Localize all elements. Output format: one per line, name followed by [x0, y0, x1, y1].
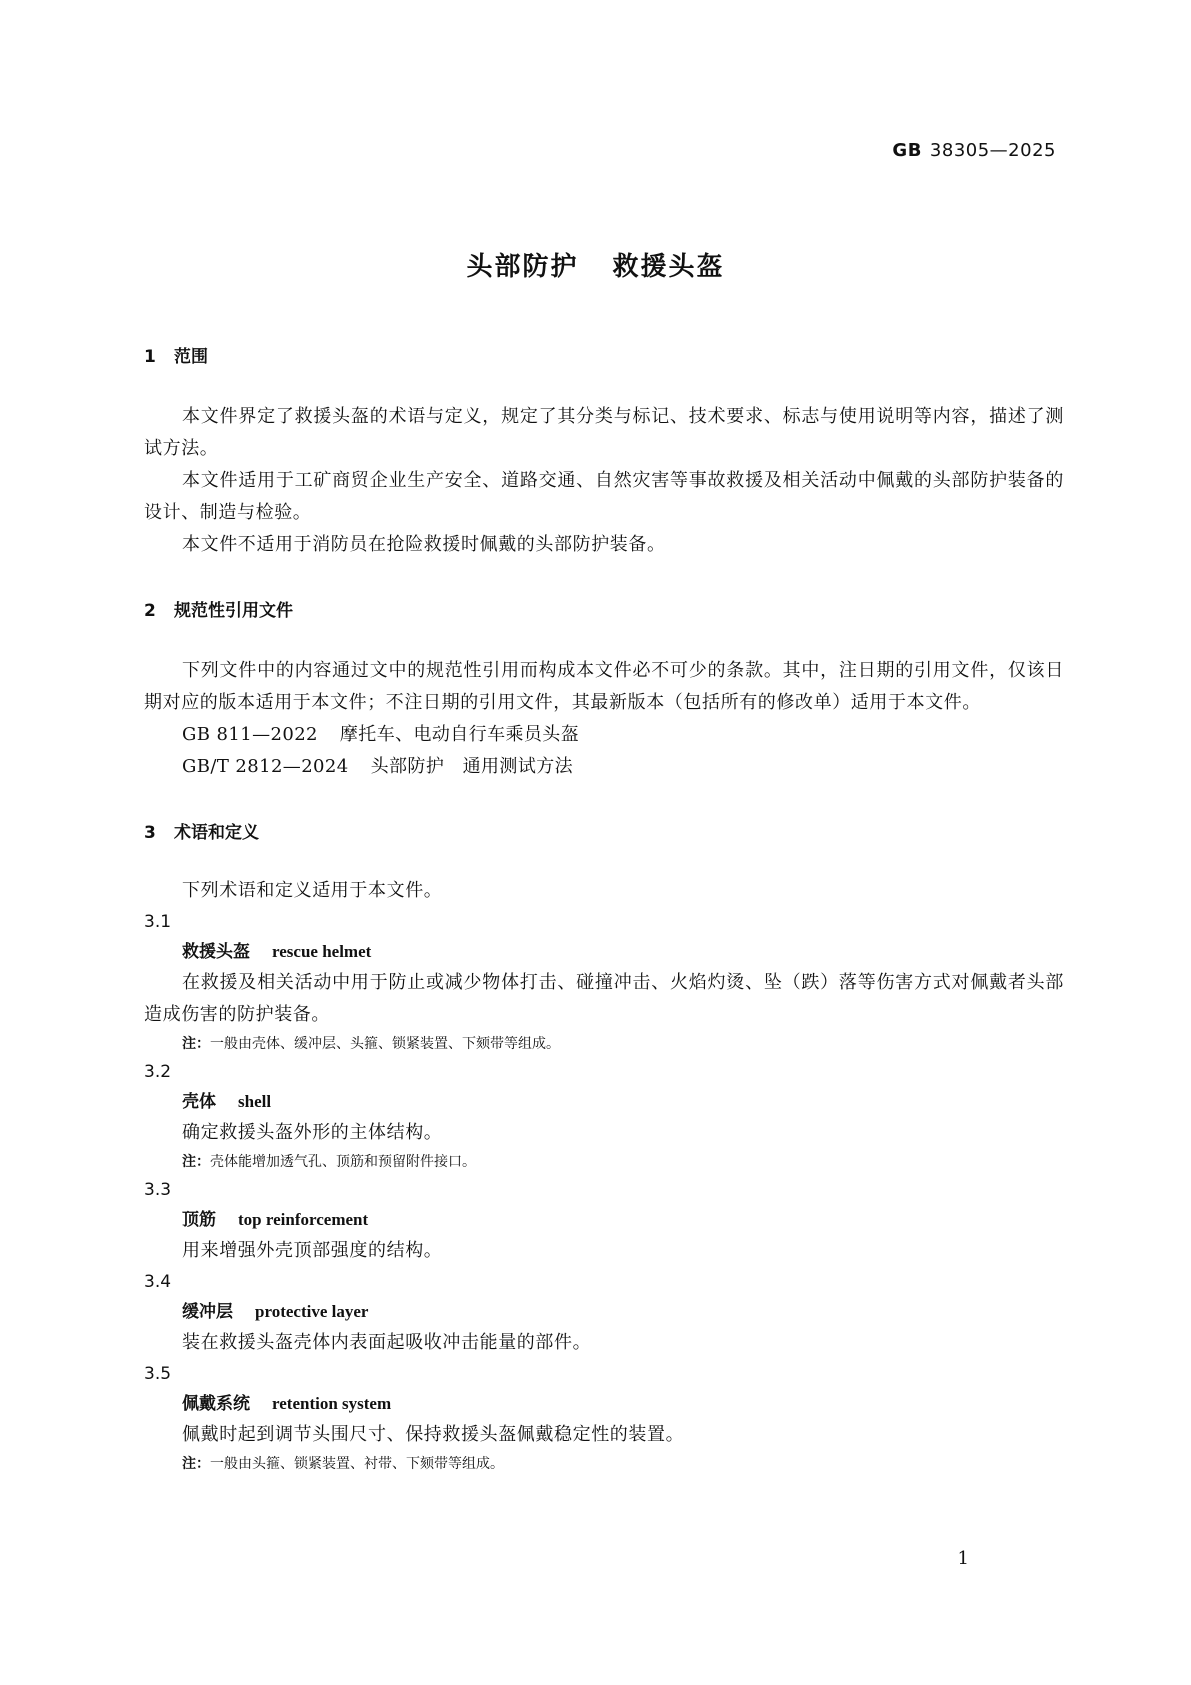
term-definition: 在救援及相关活动中用于防止或减少物体打击、碰撞冲击、火焰灼烫、坠（跌）落等伤害方式对佩戴者头部造成伤害的防护装备。	[144, 972, 1064, 1025]
terms-intro: 下列术语和定义适用于本文件。	[182, 880, 443, 901]
term-number: 3.5	[144, 1364, 172, 1384]
section-heading-normative-references	[144, 599, 1064, 623]
term-name	[144, 1205, 1064, 1235]
section-title: 规范性引用文件	[174, 601, 293, 621]
reference-title: 头部防护 通用测试方法	[370, 756, 574, 777]
term-number: 3.2	[144, 1062, 172, 1082]
term-number: 3.1	[144, 912, 172, 932]
term-definition: 佩戴时起到调节头围尺寸、保持救援头盔佩戴稳定性的装置。	[182, 1424, 685, 1445]
section-heading-scope	[144, 345, 1064, 369]
section-heading-terms-and-definitions	[144, 821, 1064, 845]
term-note	[144, 1031, 1064, 1057]
term-number: 3.4	[144, 1272, 172, 1292]
term-en: retention system	[272, 1394, 392, 1413]
term-name	[144, 1087, 1064, 1117]
term-name	[144, 1297, 1064, 1327]
term-definition: 确定救援头盔外形的主体结构。	[182, 1122, 443, 1143]
section-title: 范围	[174, 347, 208, 367]
note-label: 注：	[182, 1036, 210, 1052]
references-paragraph: 下列文件中的内容通过文中的规范性引用而构成本文件必不可少的条款。其中，注日期的引用文件，仅该日期对应的版本适用于本文件；不注日期的引用文件，其最新版本（包括所有的修改单）适用于本文件。	[144, 660, 1064, 713]
reference-item	[144, 719, 1064, 751]
term-zh: 缓冲层	[182, 1302, 233, 1322]
note-text: 壳体能增加透气孔、顶筋和预留附件接口。	[210, 1154, 476, 1170]
reference-item	[144, 751, 1064, 783]
term-zh: 顶筋	[182, 1210, 216, 1230]
standard-code	[892, 140, 1056, 161]
scope-paragraph: 本文件界定了救援头盔的术语与定义，规定了其分类与标记、技术要求、标志与使用说明等内容，描述了测试方法。	[144, 406, 1064, 459]
term-name	[144, 937, 1064, 967]
section-number: 2	[144, 601, 156, 621]
term-zh: 壳体	[182, 1092, 216, 1112]
title-part-1: 头部防护	[466, 252, 579, 282]
term-en: rescue helmet	[272, 942, 372, 961]
term-note	[144, 1451, 1064, 1477]
standard-prefix: GB	[892, 140, 922, 161]
term-definition: 装在救援头盔壳体内表面起吸收冲击能量的部件。	[182, 1332, 592, 1353]
note-label: 注：	[182, 1154, 210, 1170]
term-note	[144, 1149, 1064, 1175]
term-number: 3.3	[144, 1180, 172, 1200]
title-part-2: 救援头盔	[612, 252, 725, 282]
section-number: 1	[144, 347, 156, 367]
section-number: 3	[144, 823, 156, 843]
section-title: 术语和定义	[174, 823, 259, 843]
scope-paragraph: 本文件不适用于消防员在抢险救援时佩戴的头部防护装备。	[182, 534, 666, 555]
note-text: 一般由头箍、锁紧装置、衬带、下颏带等组成。	[210, 1456, 504, 1472]
document-body	[144, 345, 1064, 1477]
term-zh: 佩戴系统	[182, 1394, 250, 1414]
document-title	[0, 246, 1191, 283]
term-zh: 救援头盔	[182, 942, 250, 962]
note-text: 一般由壳体、缓冲层、头箍、锁紧装置、下颏带等组成。	[210, 1036, 560, 1052]
page-number: 1	[957, 1548, 969, 1569]
reference-title: 摩托车、电动自行车乘员头盔	[339, 724, 580, 745]
term-definition: 用来增强外壳顶部强度的结构。	[182, 1240, 443, 1261]
note-label: 注：	[182, 1456, 210, 1472]
term-name	[144, 1389, 1064, 1419]
term-en: shell	[238, 1092, 272, 1111]
term-en: protective layer	[255, 1302, 369, 1321]
standard-number: 38305—2025	[929, 140, 1056, 161]
reference-code: GB/T 2812—2024	[182, 756, 349, 777]
reference-code: GB 811—2022	[182, 724, 318, 745]
scope-paragraph: 本文件适用于工矿商贸企业生产安全、道路交通、自然灾害等事故救援及相关活动中佩戴的头部防护装备的设计、制造与检验。	[144, 470, 1064, 523]
term-en: top reinforcement	[238, 1210, 369, 1229]
